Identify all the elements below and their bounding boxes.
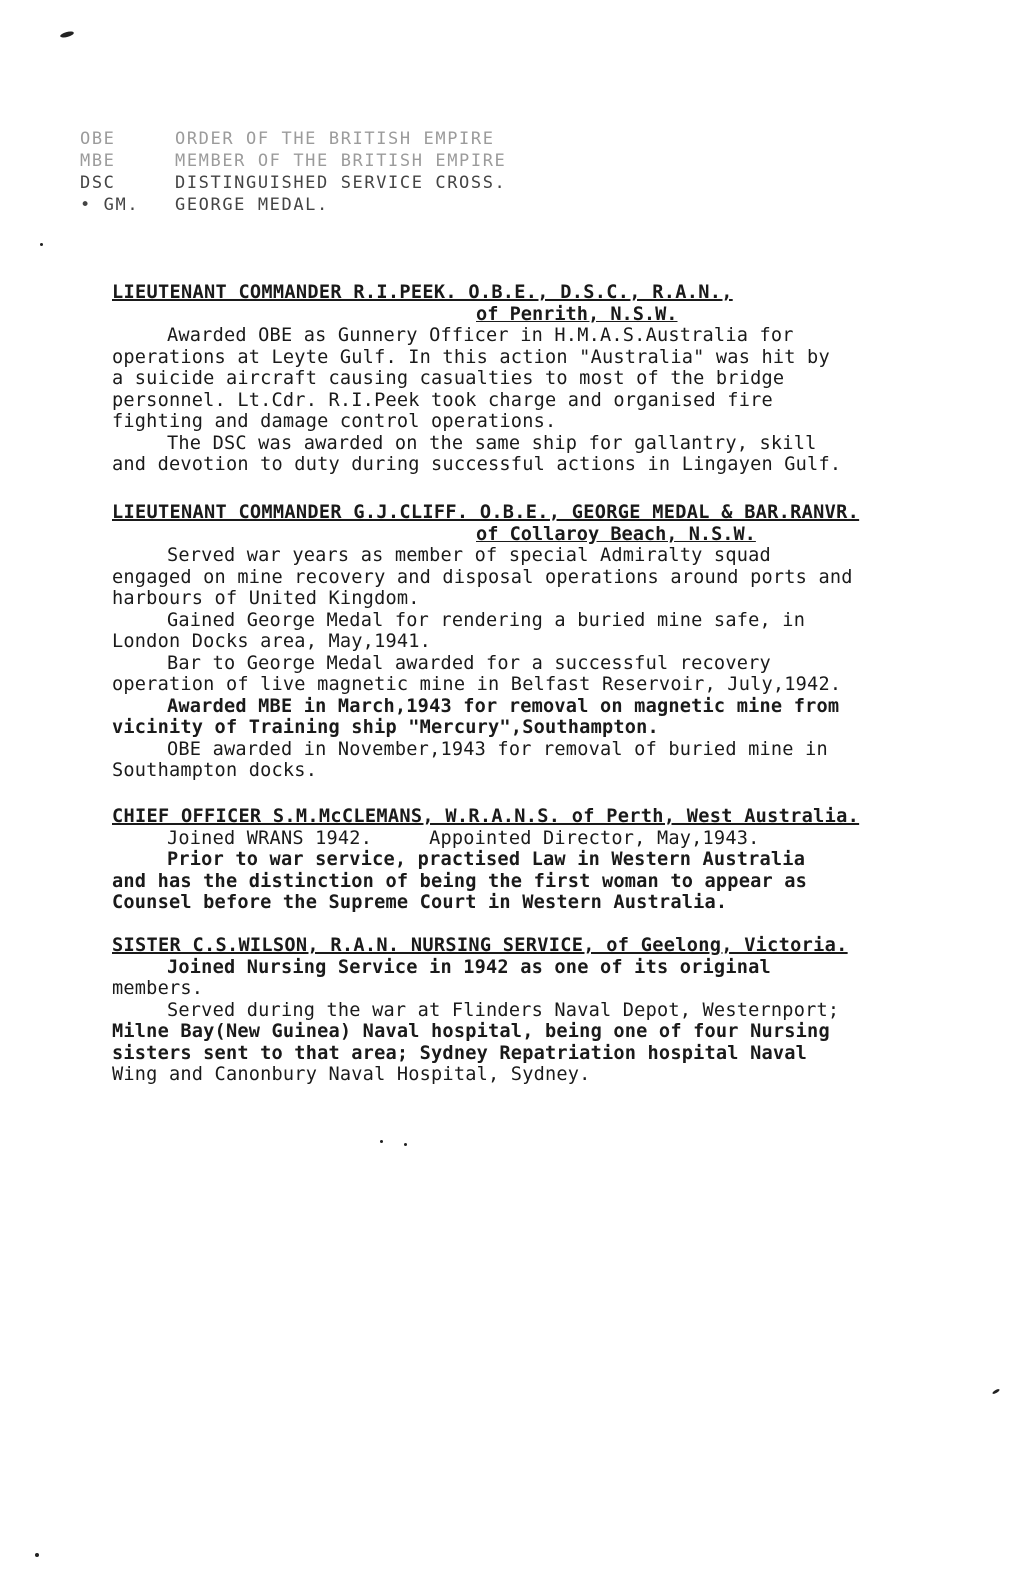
entry-line: and has the distinction of being the first woman to appear as [112, 870, 808, 892]
entry-line: members. [112, 978, 204, 999]
entry-heading: SISTER C.S.WILSON, R.A.N. NURSING SERVICE, of Geelong, Victoria. [112, 935, 848, 956]
entry-line: Milne Bay(New Guinea) Naval hospital, being one of four Nursing [112, 1021, 830, 1042]
entry-line: Southampton docks. [112, 760, 318, 781]
legend-text: ORDER OF THE BRITISH EMPIRE [175, 129, 495, 149]
entry-line: Served during the war at Flinders Naval Depot, Westernport; [167, 999, 840, 1021]
legend-abbr: MBE [80, 151, 116, 171]
entry-subheading: of Penrith, N.S.W. [476, 303, 678, 325]
scan-speck [60, 30, 75, 38]
entry-cliff [112, 502, 992, 782]
entry-line: OBE awarded in November,1943 for removal of buried mine in [167, 738, 828, 760]
legend-text: DISTINGUISHED SERVICE CROSS. [175, 173, 507, 193]
entry-heading: LIEUTENANT COMMANDER G.J.CLIFF. O.B.E., GEORGE MEDAL & BAR.RANVR. [112, 502, 860, 523]
entry-line: Served war years as member of special Admiralty squad [167, 545, 771, 566]
entry-line: operation of live magnetic mine in Belfast Reservoir, July,1942. [112, 674, 842, 695]
entry-mcclemans [112, 806, 992, 914]
entry-line: sisters sent to that area; Sydney Repatriation hospital Naval [112, 1042, 808, 1064]
scan-speck [404, 1143, 407, 1146]
scan-speck [380, 1140, 383, 1143]
scan-speck [992, 1388, 1000, 1395]
entry-line: Awarded MBE in March,1943 for removal on magnetic mine from [167, 695, 840, 717]
scan-speck [40, 243, 43, 246]
entry-line: harbours of United Kingdom. [112, 588, 420, 609]
legend-abbr: OBE [80, 129, 116, 149]
entry-line: Joined Nursing Service in 1942 as one of its original [167, 956, 771, 978]
entry-wilson [112, 935, 992, 1086]
entry-line: London Docks area, May,1941. [112, 631, 432, 652]
legend-text: GEORGE MEDAL. [175, 195, 329, 215]
legend-text: MEMBER OF THE BRITISH EMPIRE [175, 151, 507, 171]
entry-line: Wing and Canonbury Naval Hospital, Sydney. [112, 1064, 591, 1085]
entry-line: a suicide aircraft causing casualties to most of the bridge [112, 368, 785, 389]
entry-line: Counsel before the Supreme Court in Western Australia. [112, 892, 728, 913]
scan-speck [35, 1553, 39, 1557]
legend-abbr: • GM. [80, 195, 140, 215]
entry-line: operations at Leyte Gulf. In this action "Australia" was hit by [112, 346, 830, 368]
entry-subheading: of Collaroy Beach, N.S.W. [476, 523, 756, 545]
entry-line: Joined WRANS 1942. Appointed Director, May,1943. [167, 827, 760, 849]
legend-row [80, 194, 506, 216]
legend-abbr: DSC [80, 173, 116, 193]
legend-row [80, 128, 506, 150]
legend-row [80, 172, 506, 194]
entry-line: Bar to George Medal awarded for a successful recovery [167, 652, 771, 674]
entry-line: The DSC was awarded on the same ship for gallantry, skill [167, 432, 817, 454]
entry-line: personnel. Lt.Cdr. R.I.Peek took charge and organised fire [112, 389, 773, 411]
entry-line: Gained George Medal for rendering a buried mine safe, in [167, 609, 806, 631]
entry-line: Prior to war service, practised Law in Western Australia [167, 849, 806, 870]
entry-line: engaged on mine recovery and disposal operations around ports and [112, 566, 853, 588]
entry-line: and devotion to duty during successful actions in Lingayen Gulf. [112, 454, 842, 475]
entry-heading: LIEUTENANT COMMANDER R.I.PEEK. O.B.E., D.S.C., R.A.N., [112, 282, 733, 303]
entry-line: Awarded OBE as Gunnery Officer in H.M.A.S.Australia for [167, 325, 794, 346]
entry-line: vicinity of Training ship "Mercury",Southampton. [112, 717, 659, 738]
entry-heading: CHIEF OFFICER S.M.McCLEMANS, W.R.A.N.S. of Perth, West Australia. [112, 806, 860, 827]
legend-row [80, 150, 506, 172]
entry-line: fighting and damage control operations. [112, 411, 557, 432]
entry-peek [112, 282, 992, 476]
award-legend [80, 128, 506, 216]
